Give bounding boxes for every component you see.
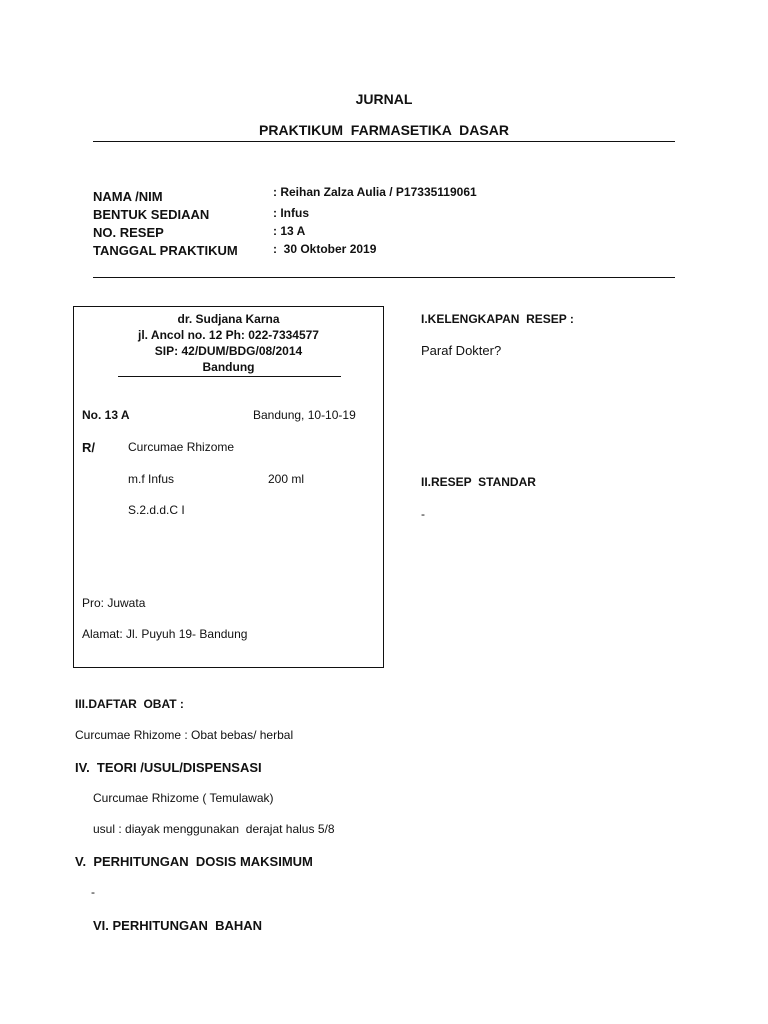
rx-signa: S.2.d.d.C I [128,503,185,517]
rx-number: No. 13 A [82,408,130,422]
rx-drug: Curcumae Rhizome [128,440,235,454]
info-value-tanggal: : 30 Oktober 2019 [273,242,377,256]
info-value-bentuk: : Infus [273,206,309,220]
section-1-text: Paraf Dokter? [421,343,502,358]
section-2-text: - [421,507,425,521]
section-4-title: IV. TEORI /USUL/DISPENSASI [75,760,262,775]
section-5-text: - [91,885,95,899]
info-label-tanggal: TANGGAL PRAKTIKUM [93,243,238,258]
info-divider [93,277,675,278]
rx-form: m.f Infus [128,472,175,486]
info-label-bentuk: BENTUK SEDIAAN [93,207,210,222]
section-4-line2: usul : diayak menggunakan derajat halus 5/8 [93,822,335,836]
rx-volume: 200 ml [268,472,305,486]
section-6-title: VI. PERHITUNGAN BAHAN [93,918,263,933]
section-3-title: III.DAFTAR OBAT : [75,697,184,711]
info-value-resep: : 13 A [273,224,306,238]
info-label-nama: NAMA /NIM [93,189,163,204]
rx-sip: SIP: 42/DUM/BDG/08/2014 [154,344,303,358]
rx-patient: Pro: Juwata [82,596,146,610]
rx-header-divider [118,376,341,377]
rx-date: Bandung, 10-10-19 [253,408,356,422]
section-4-line1: Curcumae Rhizome ( Temulawak) [93,791,274,805]
rx-patient-address: Alamat: Jl. Puyuh 19- Bandung [82,627,248,641]
rx-symbol: R/ [82,440,95,455]
section-5-title: V. PERHITUNGAN DOSIS MAKSIMUM [75,854,313,869]
header-divider [93,141,675,142]
section-2-title: II.RESEP STANDAR [421,475,536,489]
document-subtitle: PRAKTIKUM FARMASETIKA DASAR [259,122,509,138]
rx-address: jl. Ancol no. 12 Ph: 022-7334577 [138,328,319,342]
rx-doctor: dr. Sudjana Karna [177,312,280,326]
rx-city: Bandung [202,360,255,374]
info-label-resep: NO. RESEP [93,225,164,240]
info-value-nama: : Reihan Zalza Aulia / P17335119061 [273,185,477,199]
section-3-text: Curcumae Rhizome : Obat bebas/ herbal [75,728,294,742]
section-1-title: I.KELENGKAPAN RESEP : [421,312,574,326]
document-title: JURNAL [355,91,413,107]
